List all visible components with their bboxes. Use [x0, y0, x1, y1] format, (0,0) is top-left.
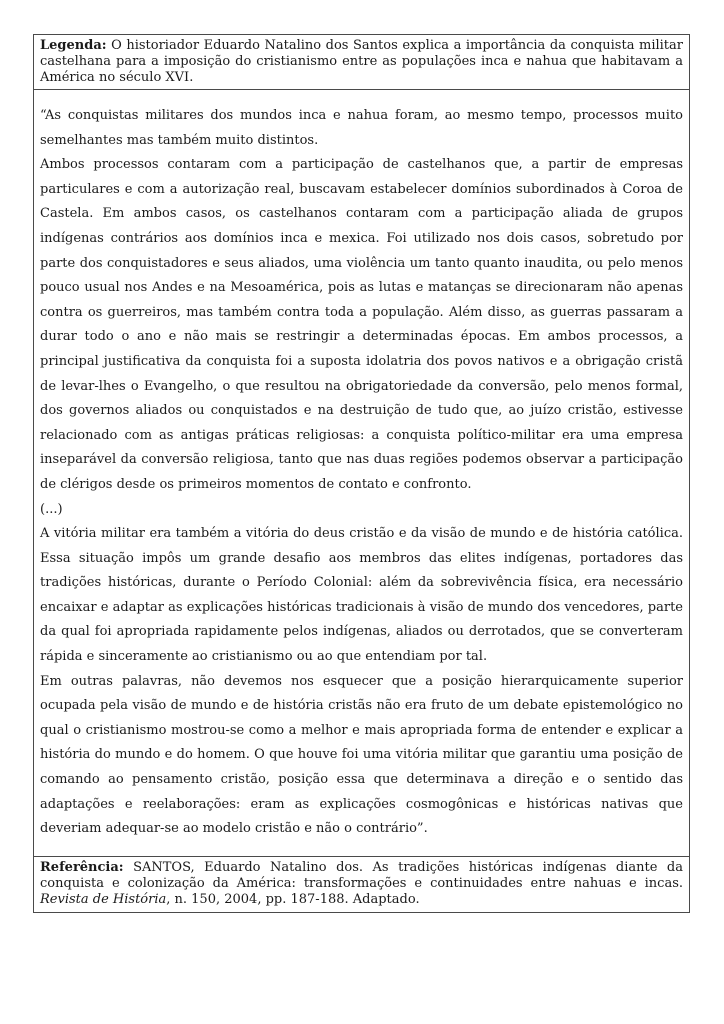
- reference-journal: Revista de História: [40, 891, 167, 907]
- legend-label: Legenda:: [40, 38, 107, 53]
- quote-paragraph: Ambos processos contaram com a participação de castelhanos que, a partir de empresas particulares e com a autorização real, buscavam estabelecer domínios subordinados à Coroa de Castela. Em ambos casos, os castelhanos contaram com a participação aliada de grupos indígenas contrários aos domínios inca e mexica. Foi utilizado nos dois casos, sobretudo por parte dos conquistadores e seus aliados, uma violência um tanto quanto inaudita, ou pelo menos pouco usual nos Andes e na Mesoamérica, pois as lutas e matanças se direcionaram não apenas contra os guerreiros, mas também contra toda a população. Além disso, as guerras passaram a durar todo o ano e não mais se restringir a determinadas épocas. Em ambos processos, a principal justificativa da conquista foi a suposta idolatria dos povos nativos e a obrigação cristã de levar-lhes o Evangelho, o que resultou na obrigatoriedade da conversão, pelo menos formal, dos governos aliados ou conquistados e na destruição de tudo que, ao juízo cristão, estivesse relacionado com as antigas práticas religiosas: a conquista político-militar era uma empresa inseparável da conversão religiosa, tanto que nas duas regiões podemos observar a participação de clérigos desde os primeiros momentos de contato e confronto.: [40, 157, 683, 492]
- reference-label: Referência:: [40, 859, 124, 875]
- reference-box: [33, 857, 690, 913]
- quote-paragraph: “As conquistas militares dos mundos inca e nahua foram, ao mesmo tempo, processos muito semelhantes mas também muito distintos.: [40, 108, 683, 148]
- quote-paragraph: Em outras palavras, não devemos nos esquecer que a posição hierarquicamente superior ocupada pela visão de mundo e de história cristãs não era fruto de um debate epistemológico no qual o cristianismo mostrou-se como a melhor e mais apropriada forma de entender e explicar a história do mundo e do homem. O que houve foi uma vitória militar que garantiu uma posição de comando ao pensamento cristão, posição essa que determinava a direção e o sentido das adaptações e reelaborações: eram as explicações cosmogônicas e históricas nativas que deveriam adequar-se ao modelo cristão e não o contrário”.: [40, 673, 683, 837]
- reference-text-end: , n. 150, 2004, pp. 187-188. Adaptado.: [166, 891, 420, 907]
- legend-box: [33, 34, 690, 90]
- quote-ellipsis: (...): [40, 501, 63, 517]
- document-frame: [33, 34, 690, 913]
- reference-text: SANTOS, Eduardo Natalino dos. As tradições históricas indígenas diante da conquista e colonização da América: transformações e continuidades entre nahuas e incas.: [40, 859, 683, 891]
- quote-box: [33, 90, 690, 857]
- legend-text: O historiador Eduardo Natalino dos Santos explica a importância da conquista militar castelhana para a imposição do cristianismo entre as populações inca e nahua que habitavam a América no século XVI.: [40, 38, 683, 85]
- quote-paragraph: A vitória militar era também a vitória do deus cristão e da visão de mundo e de história católica. Essa situação impôs um grande desafio aos membros das elites indígenas, portadores das tradições históricas, durante o Período Colonial: além da sobrevivência física, era necessário encaixar e adaptar as explicações históricas tradicionais à visão de mundo dos vencedores, parte da qual foi apropriada rapidamente pelos indígenas, aliados ou derrotados, que se converteram rápida e sinceramente ao cristianismo ou ao que entendiam por tal.: [40, 526, 683, 665]
